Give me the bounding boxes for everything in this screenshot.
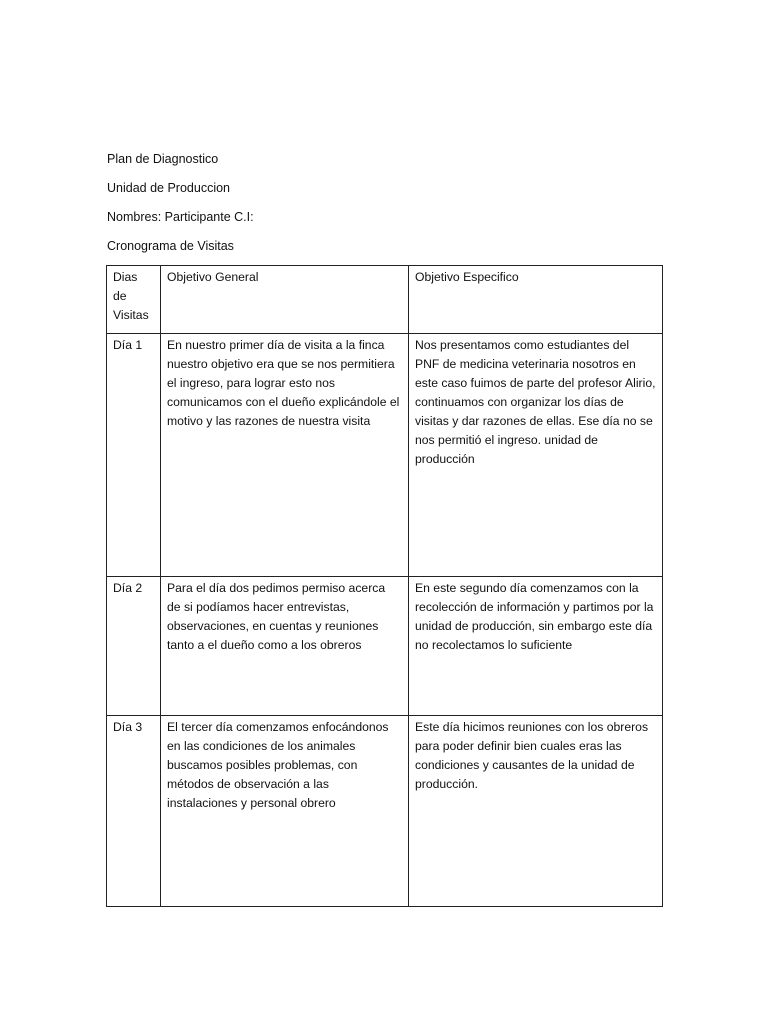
general-objective-cell: El tercer día comenzamos enfocándonos en las condiciones de los animales buscamos posibles problemas, con métodos de observación a las instalaciones y personal obrero [161,716,409,907]
specific-objective-cell: En este segundo día comenzamos con la recolección de información y partimos por la unidad de producción, sin embargo este día no recolectamos lo suficiente [409,577,663,716]
header-general-objective: Objetivo General [161,266,409,334]
header-specific-objective: Objetivo Especifico [409,266,663,334]
day-cell: Día 2 [107,577,161,716]
table-row [107,716,663,907]
table-row [107,334,663,577]
participant-names-label: Nombres: Participante C.I: [107,210,254,224]
specific-objective-cell: Este día hicimos reuniones con los obreros para poder definir bien cuales eras las condiciones y causantes de la unidad de producción. [409,716,663,907]
general-objective-cell: En nuestro primer día de visita a la finca nuestro objetivo era que se nos permitiera el ingreso, para lograr esto nos comunicamos con el dueño explicándole el motivo y las razones de nuestra visita [161,334,409,577]
specific-objective-cell: Nos presentamos como estudiantes del PNF de medicina veterinaria nosotros en este caso fuimos de parte del profesor Alirio, continuamos con organizar los días de visitas y dar razones de ellas. Ese día no se nos permitió el ingreso. unidad de producción [409,334,663,577]
visit-schedule-table [106,265,663,907]
day-cell: Día 3 [107,716,161,907]
day-cell: Día 1 [107,334,161,577]
general-objective-cell: Para el día dos pedimos permiso acerca de si podíamos hacer entrevistas, observaciones, en cuentas y reuniones tanto a el dueño como a los obreros [161,577,409,716]
document-title: Plan de Diagnostico [107,152,219,166]
production-unit-label: Unidad de Produccion [107,181,230,195]
table-header-row [107,266,663,334]
header-days: Dias de Visitas [107,266,161,334]
schedule-title: Cronograma de Visitas [107,239,234,253]
table-row [107,577,663,716]
